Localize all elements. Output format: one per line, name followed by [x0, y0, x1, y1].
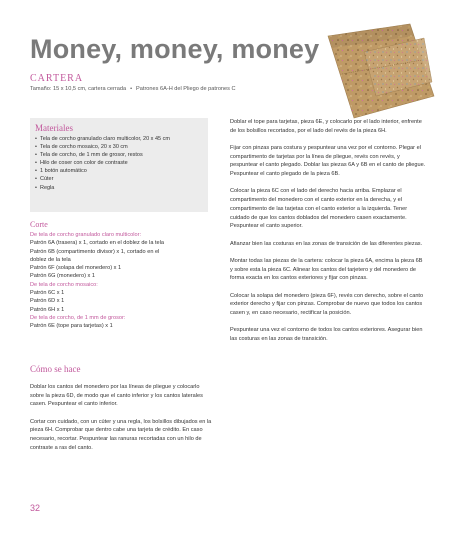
cut-line: Patrón 6E (tope para tarjetas) x 1 [30, 323, 113, 330]
page-number: 32 [30, 503, 41, 513]
list-item: • Tela de corcho granulado claro multicolor, 20 x 45 cm [35, 135, 203, 143]
separator-dot: • [130, 86, 133, 92]
cut-line: Patrón 6B (compartimento divisor) x 1, cortado en el [30, 248, 160, 255]
list-item: • Hilo de coser con color de contraste [35, 159, 203, 167]
list-item: • Regla [35, 184, 203, 192]
howto-left-column [30, 383, 212, 461]
cut-line: Patrón 6F (solapa del monedero) x 1 [30, 265, 122, 272]
paragraph: Doblar el tope para tarjetas, pieza 6E, y colocarlo por el lado interior, enfrente de los bolsillos recortados, por el lado del revés de la pieza 6H. [230, 119, 422, 134]
materials-list [35, 135, 203, 192]
list-item: • Tela de corcho, de 1 mm de grosor, restos [35, 151, 203, 159]
size-text: Tamaño: 15 x 10,5 cm, cartera cerrada [30, 86, 127, 92]
list-item: • Tela de corcho mosaico, 20 x 30 cm [35, 143, 203, 151]
paragraph: Montar todas las piezas de la cartera: colocar la pieza 6A, encima la pieza 6B y sobre esta la pieza 6C. Alinear los cantos del tarjetero y del monedero de forma exacta en los cantos exteriores y fijar con pinzas. [230, 257, 423, 282]
cut-group-heading: De tela de corcho mosaico: [30, 281, 98, 288]
size-info [30, 86, 236, 92]
list-item: • Cúter [35, 175, 203, 183]
howto-title: Cómo se hace [30, 364, 81, 374]
list-item: • 1 botón automático [35, 167, 203, 175]
cut-group-heading: De tela de corcho, de 1 mm de grosor: [30, 314, 126, 321]
paragraph: Pespuntear una vez el contorno de todos los cantos exteriores. Asegurar bien las costuras en las zonas de transición. [230, 327, 423, 342]
materials-box [30, 118, 208, 212]
cork-wallet-image [324, 22, 436, 122]
paragraph: Afianzar bien las costuras en las zonas de transición de las diferentes piezas. [230, 240, 423, 247]
project-subtitle: CARTERA [30, 73, 84, 84]
cut-line: Patrón 6H x 1 [30, 306, 65, 313]
cork-wallet-photo [324, 22, 436, 122]
cut-section [30, 220, 210, 331]
paragraph: Fijar con pinzas para costura y pespuntear una vez por el contorno. Plegar el compartimento de tarjetas por la línea de pliegue, revés con revés, y pespuntear el canto plegado. Doblar las piezas 6A y 6B en el canto de pliegue. Pespuntear el canto plegado de la pieza 6B. [230, 145, 426, 178]
cut-line: Patrón 6G (monedero) x 1 [30, 273, 95, 280]
paragraph: Cortar con cuidado, con un cúter y una regla, los bolsillos dibujados en la pieza 6H. Comprobar que dentro cabe una tarjeta de crédito. En caso necesario, recortar. Pespuntear las ranuras recortadas con un hilo de contraste a ras del canto. [30, 418, 212, 451]
cut-line: doblez de la tela [30, 256, 71, 263]
paragraph: Doblar los cantos del monedero por las líneas de pliegue y colocarlo sobre la pieza 6D, de modo que el canto inferior y los cantos laterales casen. Pespuntear el canto inferior. [30, 384, 203, 408]
materials-title: Materiales [35, 123, 73, 133]
patterns-text: Patrones 6A-H del Pliego de patrones C [136, 86, 236, 92]
cut-group-heading: De tela de corcho granulado claro multicolor: [30, 232, 142, 238]
cut-line: Patrón 6A (trasera) x 1, cortado en el doblez de la tela [30, 240, 165, 247]
page-title: Money, money, money [30, 34, 320, 64]
cut-line: Patrón 6C x 1 [30, 290, 65, 297]
cut-line: Patrón 6D x 1 [30, 298, 65, 305]
cut-title: Corte [30, 220, 48, 229]
paragraph: Colocar la pieza 6C con el lado del derecho hacia arriba. Emplazar el compartimento del monedero con el canto exterior en la derecha, y el compartimento de las tarjetas con el canto exterior a la izquierda. Tener cuidado de que los cantos doblados del monedero casen exactamente. Pespuntear el canto superior. [230, 188, 408, 230]
paragraph: Colocar la solapa del monedero (pieza 6F), revés con derecho, sobre el canto exterior derecho y fijar con pinzas. Comprobar de nuevo que todos los cantos casen y, en caso necesario, rectificar la posición. [230, 292, 424, 316]
howto-right-column [230, 118, 426, 352]
